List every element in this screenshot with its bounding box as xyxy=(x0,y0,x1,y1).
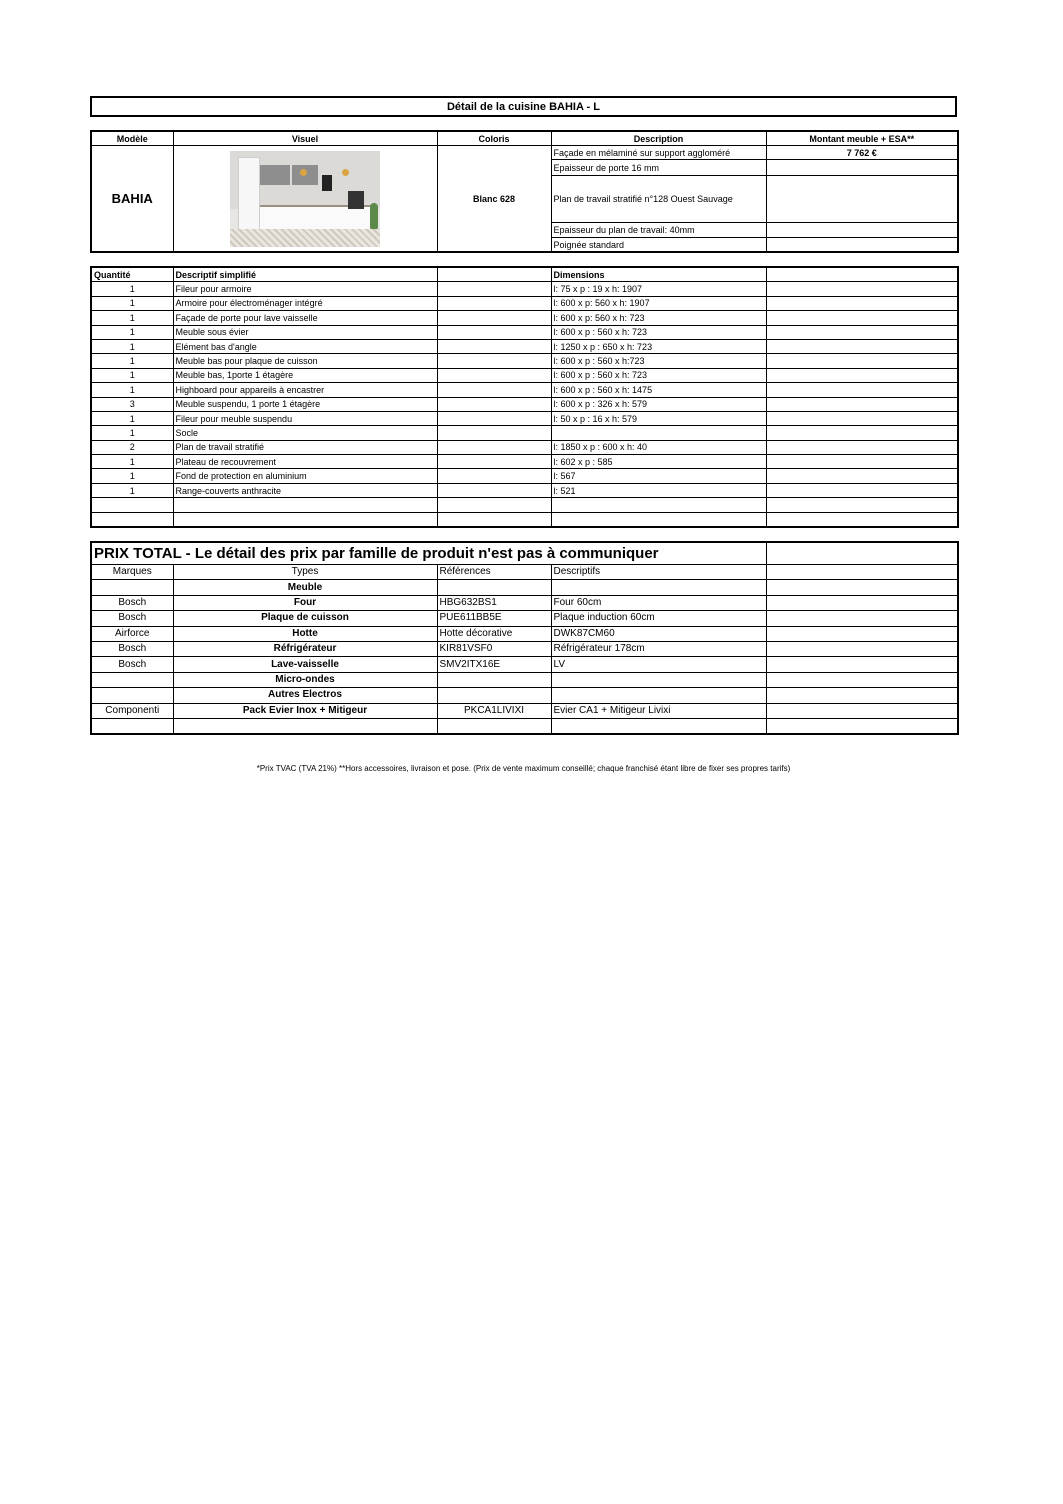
price-brand xyxy=(91,580,173,595)
header-visuel: Visuel xyxy=(173,131,437,146)
item-dimensions: l: 600 x p : 560 x h:723 xyxy=(551,354,766,368)
table-row xyxy=(91,512,958,527)
table-row xyxy=(91,688,958,703)
table-row xyxy=(91,641,958,656)
item-quantity: 1 xyxy=(91,469,173,483)
price-reference: PKCA1LIVIXI xyxy=(437,703,551,718)
model-header-row xyxy=(91,131,958,146)
price-description: DWK87CM60 xyxy=(551,626,766,641)
table-row xyxy=(91,657,958,672)
item-dimensions: l: 600 x p : 326 x h: 579 xyxy=(551,397,766,411)
item-empty-cell xyxy=(437,368,551,382)
description-line: Epaisseur du plan de travail: 40mm xyxy=(551,223,766,238)
items-header-row xyxy=(91,267,958,282)
price-brand: Bosch xyxy=(91,657,173,672)
item-dimensions: l: 567 xyxy=(551,469,766,483)
price-brand: Componenti xyxy=(91,703,173,718)
price-empty-cell xyxy=(766,718,958,734)
item-empty-cell xyxy=(437,498,551,512)
item-description: Highboard pour appareils à encastrer xyxy=(173,383,437,397)
price-brand xyxy=(91,672,173,687)
item-empty-cell xyxy=(437,339,551,353)
header-description: Description xyxy=(551,131,766,146)
price-brand: Bosch xyxy=(91,641,173,656)
item-empty-cell xyxy=(766,426,958,440)
price-description xyxy=(551,688,766,703)
table-row xyxy=(91,626,958,641)
table-row xyxy=(91,455,958,469)
price-empty-cell xyxy=(766,580,958,595)
price-description xyxy=(551,672,766,687)
item-dimensions: l: 600 x p: 560 x h: 723 xyxy=(551,311,766,325)
item-empty-cell xyxy=(437,469,551,483)
page-title: Détail de la cuisine BAHIA - L xyxy=(91,97,956,116)
price-description xyxy=(551,718,766,734)
price-brand: Airforce xyxy=(91,626,173,641)
price-empty-cell xyxy=(766,626,958,641)
model-table xyxy=(90,130,959,253)
header-coloris: Coloris xyxy=(437,131,551,146)
price-description: Evier CA1 + Mitigeur Livixi xyxy=(551,703,766,718)
item-quantity: 1 xyxy=(91,311,173,325)
price-reference xyxy=(437,672,551,687)
price-description: Plaque induction 60cm xyxy=(551,611,766,626)
item-dimensions: l: 521 xyxy=(551,483,766,497)
price-type: Plaque de cuisson xyxy=(173,611,437,626)
price-reference: PUE611BB5E xyxy=(437,611,551,626)
item-dimensions: l: 600 x p : 560 x h: 723 xyxy=(551,325,766,339)
items-table xyxy=(90,266,959,528)
price-reference xyxy=(437,718,551,734)
header-types: Types xyxy=(173,565,437,580)
title-table xyxy=(90,96,957,117)
price-type xyxy=(173,718,437,734)
item-quantity: 1 xyxy=(91,354,173,368)
item-quantity: 1 xyxy=(91,426,173,440)
price-type: Micro-ondes xyxy=(173,672,437,687)
price-title: PRIX TOTAL - Le détail des prix par famille de produit n'est pas à communiquer xyxy=(91,542,766,565)
price-brand xyxy=(91,688,173,703)
price-type: Autres Electros xyxy=(173,688,437,703)
price-value: 7 762 € xyxy=(766,146,958,160)
table-row xyxy=(91,611,958,626)
price-reference xyxy=(437,580,551,595)
price-empty-cell xyxy=(766,611,958,626)
item-description: Façade de porte pour lave vaisselle xyxy=(173,311,437,325)
item-quantity: 1 xyxy=(91,296,173,310)
price-empty-cell xyxy=(766,657,958,672)
item-empty-cell xyxy=(437,383,551,397)
table-row xyxy=(91,325,958,339)
item-empty-cell xyxy=(437,411,551,425)
item-description: Meuble bas, 1porte 1 étagère xyxy=(173,368,437,382)
header-marques: Marques xyxy=(91,565,173,580)
item-empty-cell xyxy=(766,455,958,469)
item-empty-cell xyxy=(766,325,958,339)
header-quantite: Quantité xyxy=(91,267,173,282)
item-dimensions xyxy=(551,426,766,440)
table-row xyxy=(91,580,958,595)
price-type: Meuble xyxy=(173,580,437,595)
visual-cell xyxy=(173,146,437,253)
price-description xyxy=(551,580,766,595)
table-row xyxy=(91,469,958,483)
item-quantity: 1 xyxy=(91,339,173,353)
item-description: Meuble bas pour plaque de cuisson xyxy=(173,354,437,368)
price-description: Four 60cm xyxy=(551,595,766,610)
price-empty-cell xyxy=(766,641,958,656)
item-empty-cell xyxy=(437,440,551,454)
coloris-value: Blanc 628 xyxy=(437,146,551,253)
table-row xyxy=(91,672,958,687)
price-brand: Bosch xyxy=(91,611,173,626)
price-empty-cell xyxy=(766,238,958,253)
item-description: Range-couverts anthracite xyxy=(173,483,437,497)
price-empty-cell xyxy=(766,703,958,718)
price-reference xyxy=(437,688,551,703)
item-dimensions: l: 50 x p : 16 x h: 579 xyxy=(551,411,766,425)
item-dimensions: l: 1250 x p : 650 x h: 723 xyxy=(551,339,766,353)
price-description: Réfrigérateur 178cm xyxy=(551,641,766,656)
item-dimensions: l: 600 x p: 560 x h: 1907 xyxy=(551,296,766,310)
price-reference: HBG632BS1 xyxy=(437,595,551,610)
price-reference: KIR81VSF0 xyxy=(437,641,551,656)
price-reference: Hotte décorative xyxy=(437,626,551,641)
price-title-row xyxy=(91,542,958,565)
price-brand: Bosch xyxy=(91,595,173,610)
model-name: BAHIA xyxy=(91,146,173,253)
table-row xyxy=(91,440,958,454)
price-type: Four xyxy=(173,595,437,610)
item-quantity: 1 xyxy=(91,383,173,397)
table-row xyxy=(91,296,958,310)
item-dimensions xyxy=(551,498,766,512)
item-quantity: 1 xyxy=(91,483,173,497)
table-row xyxy=(91,703,958,718)
description-line: Plan de travail stratifié n°128 Ouest Sauvage xyxy=(551,176,766,223)
item-empty-cell xyxy=(766,383,958,397)
item-dimensions: l: 1850 x p : 600 x h: 40 xyxy=(551,440,766,454)
item-description xyxy=(173,498,437,512)
header-descriptifs: Descriptifs xyxy=(551,565,766,580)
item-empty-cell xyxy=(437,483,551,497)
price-empty-cell xyxy=(766,688,958,703)
item-empty-cell xyxy=(766,512,958,527)
item-empty-cell xyxy=(437,354,551,368)
price-table xyxy=(90,541,959,735)
item-quantity xyxy=(91,498,173,512)
price-brand xyxy=(91,718,173,734)
price-description: LV xyxy=(551,657,766,672)
item-empty-cell xyxy=(437,397,551,411)
item-dimensions: l: 602 x p : 585 xyxy=(551,455,766,469)
item-empty-cell xyxy=(766,411,958,425)
item-empty-cell xyxy=(437,282,551,296)
table-row xyxy=(91,311,958,325)
table-row xyxy=(91,368,958,382)
price-empty-cell xyxy=(766,223,958,238)
item-quantity: 1 xyxy=(91,368,173,382)
item-empty-cell xyxy=(766,282,958,296)
item-quantity: 1 xyxy=(91,282,173,296)
table-row xyxy=(91,411,958,425)
header-empty xyxy=(437,267,551,282)
item-description: Fond de protection en aluminium xyxy=(173,469,437,483)
header-descriptif: Descriptif simplifié xyxy=(173,267,437,282)
item-empty-cell xyxy=(766,354,958,368)
item-description xyxy=(173,512,437,527)
table-row xyxy=(91,397,958,411)
item-empty-cell xyxy=(766,498,958,512)
table-row xyxy=(91,498,958,512)
item-quantity: 3 xyxy=(91,397,173,411)
table-row xyxy=(91,483,958,497)
item-empty-cell xyxy=(766,296,958,310)
header-dimensions: Dimensions xyxy=(551,267,766,282)
item-description: Elément bas d'angle xyxy=(173,339,437,353)
item-empty-cell xyxy=(437,311,551,325)
price-type: Lave-vaisselle xyxy=(173,657,437,672)
item-description: Meuble suspendu, 1 porte 1 étagère xyxy=(173,397,437,411)
header-modele: Modèle xyxy=(91,131,173,146)
price-header-row xyxy=(91,565,958,580)
item-empty-cell xyxy=(766,311,958,325)
item-quantity xyxy=(91,512,173,527)
table-row xyxy=(91,354,958,368)
item-empty-cell xyxy=(437,296,551,310)
item-description: Meuble sous évier xyxy=(173,325,437,339)
item-quantity: 2 xyxy=(91,440,173,454)
header-empty xyxy=(766,565,958,580)
price-type: Pack Evier Inox + Mitigeur xyxy=(173,703,437,718)
description-line: Façade en mélaminé sur support aggloméré xyxy=(551,146,766,160)
item-empty-cell xyxy=(437,512,551,527)
table-row xyxy=(91,339,958,353)
price-type: Réfrigérateur xyxy=(173,641,437,656)
item-description: Armoire pour électroménager intégré xyxy=(173,296,437,310)
price-reference: SMV2ITX16E xyxy=(437,657,551,672)
header-references: Références xyxy=(437,565,551,580)
item-dimensions: l: 600 x p : 560 x h: 1475 xyxy=(551,383,766,397)
price-empty-cell xyxy=(766,595,958,610)
item-description: Plan de travail stratifié xyxy=(173,440,437,454)
item-empty-cell xyxy=(766,440,958,454)
model-row-1 xyxy=(91,146,958,160)
item-empty-cell xyxy=(437,426,551,440)
table-row xyxy=(91,383,958,397)
item-quantity: 1 xyxy=(91,411,173,425)
price-empty-cell xyxy=(766,672,958,687)
footnote: *Prix TVAC (TVA 21%) **Hors accessoires, livraison et pose. (Prix de vente maximum conseillé; chaque franchisé étant libre de fixer ses propres tarifs) xyxy=(256,764,791,773)
item-description: Socle xyxy=(173,426,437,440)
table-row xyxy=(91,718,958,734)
table-row xyxy=(91,595,958,610)
header-montant: Montant meuble + ESA** xyxy=(766,131,958,146)
item-description: Fileur pour armoire xyxy=(173,282,437,296)
table-row xyxy=(91,426,958,440)
kitchen-photo xyxy=(230,151,380,247)
item-dimensions: l: 600 x p : 560 x h: 723 xyxy=(551,368,766,382)
item-dimensions: l: 75 x p : 19 x h: 1907 xyxy=(551,282,766,296)
item-dimensions xyxy=(551,512,766,527)
price-empty-cell xyxy=(766,176,958,223)
item-description: Fileur pour meuble suspendu xyxy=(173,411,437,425)
item-empty-cell xyxy=(766,397,958,411)
item-quantity: 1 xyxy=(91,325,173,339)
item-empty-cell xyxy=(437,325,551,339)
item-empty-cell xyxy=(437,455,551,469)
description-line: Poignée standard xyxy=(551,238,766,253)
item-empty-cell xyxy=(766,339,958,353)
description-line: Epaisseur de porte 16 mm xyxy=(551,160,766,176)
item-empty-cell xyxy=(766,368,958,382)
item-empty-cell xyxy=(766,469,958,483)
price-type: Hotte xyxy=(173,626,437,641)
price-empty-cell xyxy=(766,160,958,176)
item-empty-cell xyxy=(766,483,958,497)
item-description: Plateau de recouvrement xyxy=(173,455,437,469)
price-total-cell xyxy=(766,542,958,565)
header-empty xyxy=(766,267,958,282)
item-quantity: 1 xyxy=(91,455,173,469)
table-row xyxy=(91,282,958,296)
